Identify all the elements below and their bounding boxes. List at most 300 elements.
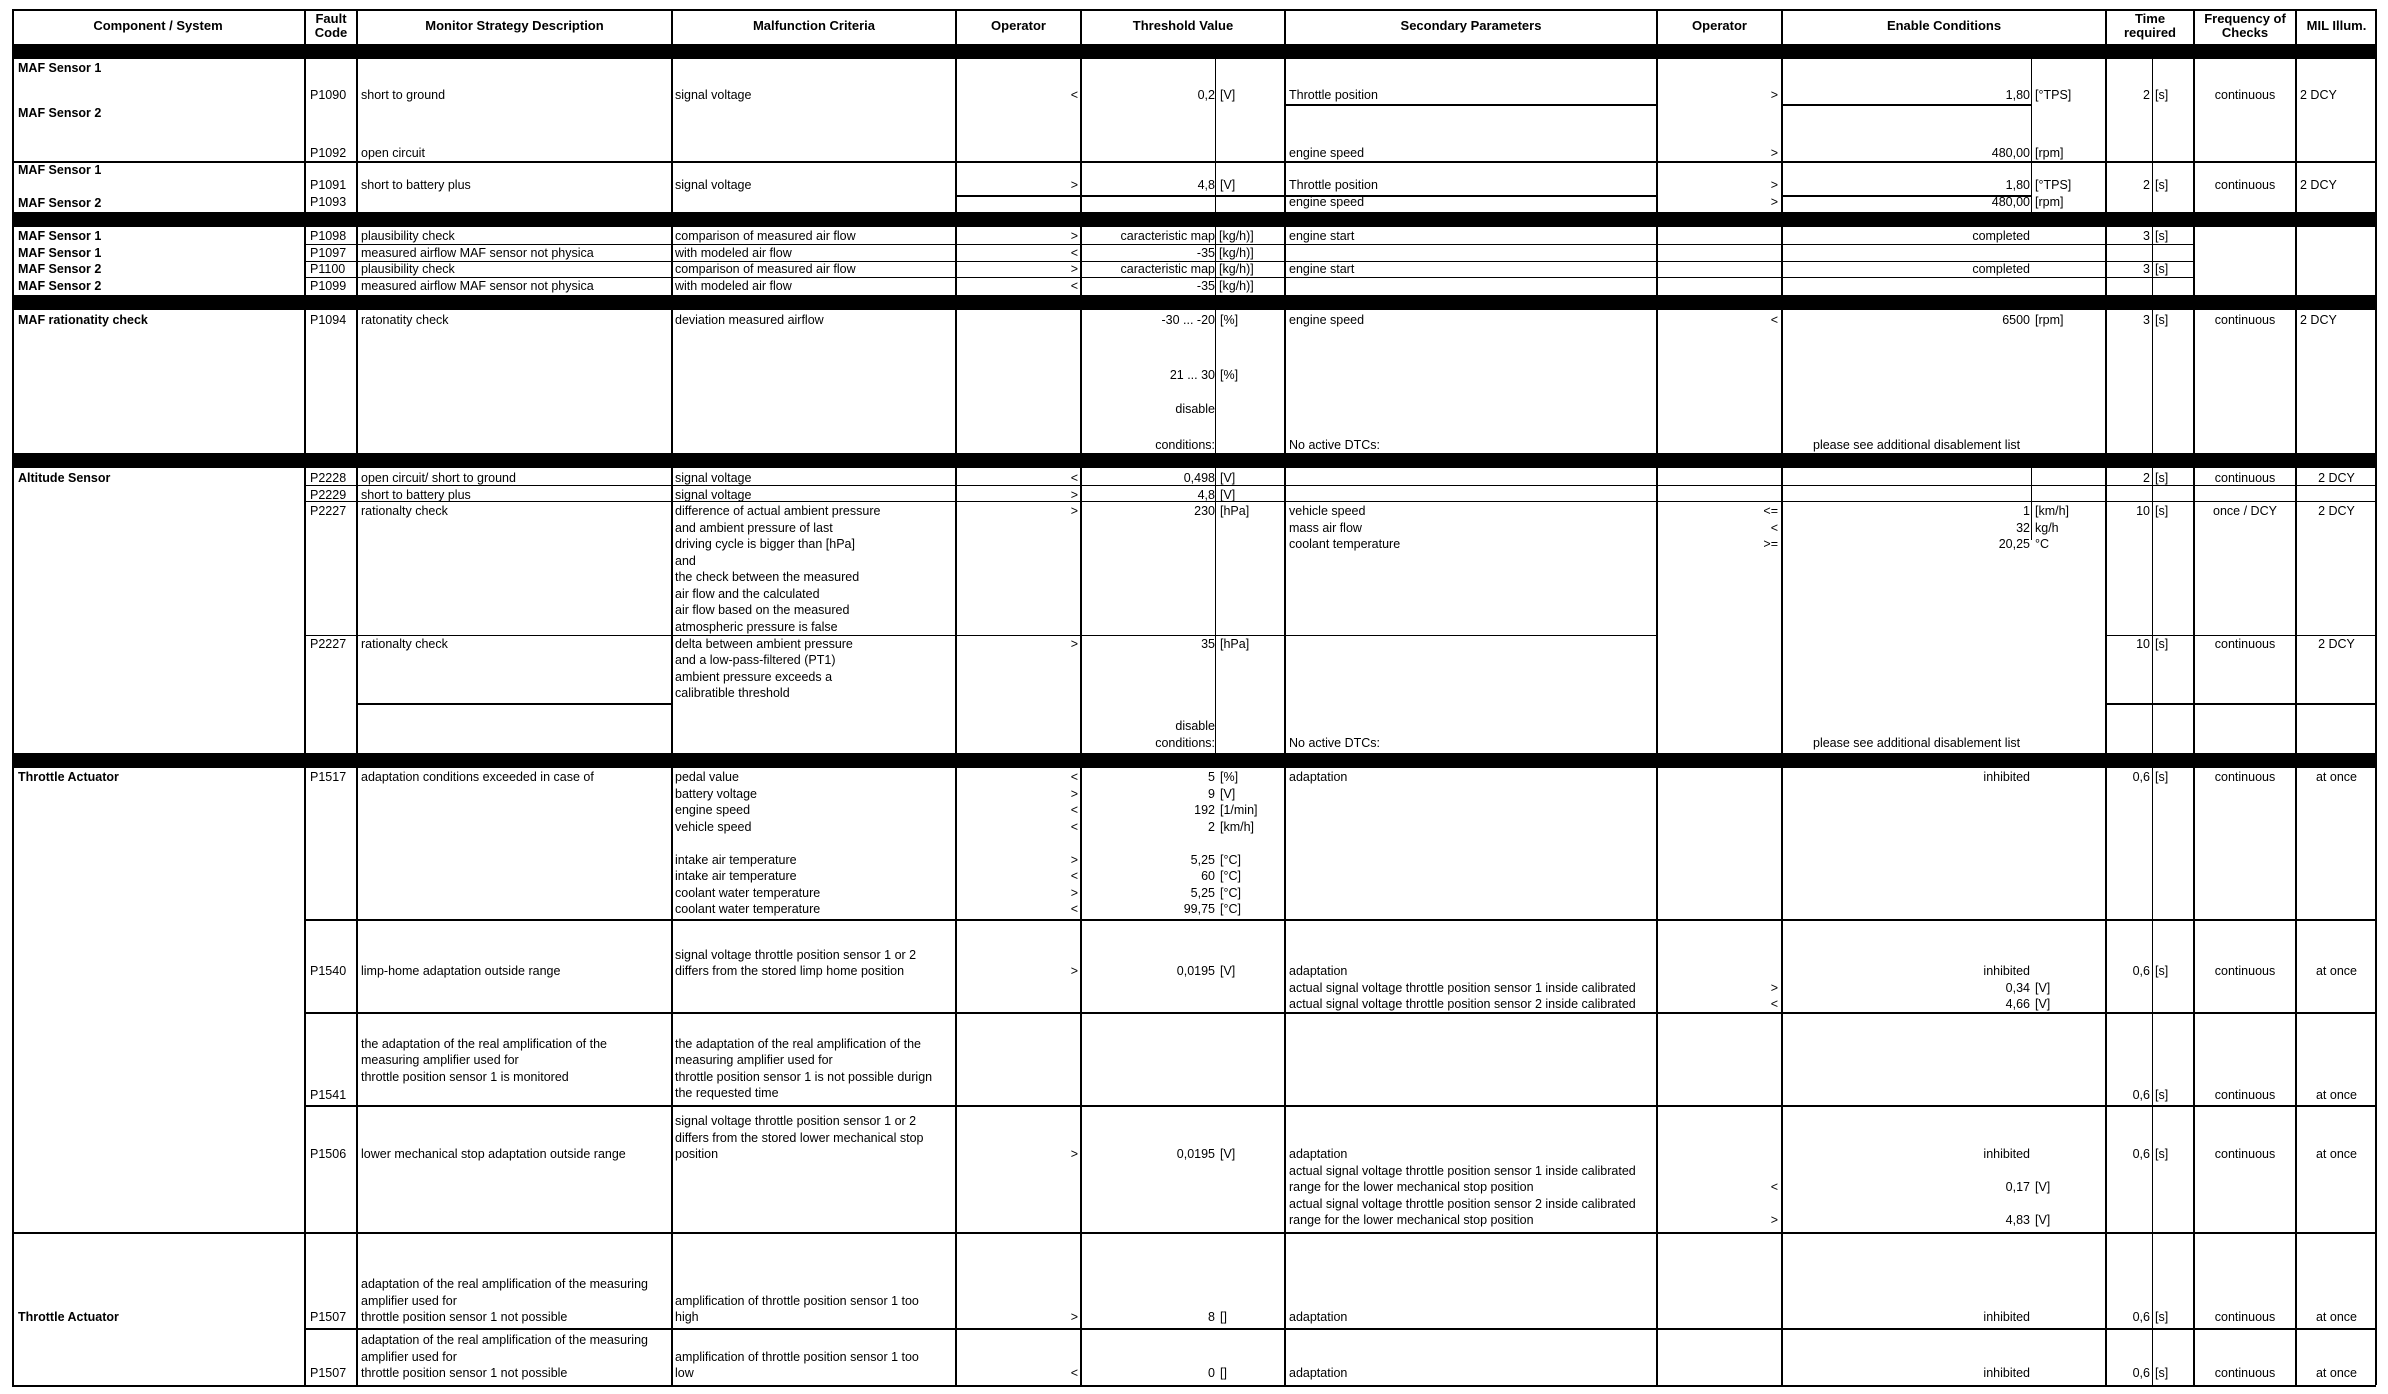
header-operator: Operator [991, 18, 1046, 33]
operator: > [1070, 885, 1078, 900]
threshold-value: 8 [1208, 1310, 1215, 1324]
secondary-parameter: range for the lower mechanical stop position [1289, 1180, 1534, 1194]
component-label: MAF Sensor 1 [18, 61, 102, 75]
threshold-unit: [°C] [1220, 902, 1241, 916]
threshold-unit: [hPa] [1220, 504, 1250, 518]
grid-line [955, 195, 1284, 197]
time-unit: [s] [2155, 504, 2169, 518]
threshold-value: 21 ... 30 [1169, 368, 1215, 382]
header-malfunction-criteria: Malfunction Criteria [752, 18, 876, 33]
monitor-strategy: ratonatity check [361, 313, 449, 327]
fault-code: P1506 [310, 1147, 347, 1161]
mil-illum: at once [2315, 1147, 2357, 1161]
operator: > [1070, 178, 1078, 192]
secondary-parameter: adaptation [1289, 964, 1348, 978]
fault-code: P1541 [310, 1088, 347, 1102]
time-value: 10 [2136, 504, 2150, 518]
mil-illum: at once [2315, 1366, 2357, 1380]
threshold-value: 4,8 [1197, 488, 1215, 502]
fault-code: P2229 [310, 488, 347, 502]
threshold-unit: [km/h] [1220, 819, 1255, 834]
operator: < [1070, 869, 1078, 883]
malfunction-criteria: differs from the stored limp home position [675, 964, 905, 978]
component-label: MAF Sensor 2 [18, 279, 102, 293]
monitor-strategy: lower mechanical stop adaptation outside range [361, 1147, 626, 1161]
malfunction-criteria: deviation measured airflow [675, 313, 824, 327]
operator-2: < [1770, 521, 1778, 535]
malfunction-criteria: high [675, 1310, 699, 1324]
time-unit: [s] [2155, 1147, 2169, 1161]
malfunction-criteria: differs from the stored lower mechanical stop [675, 1131, 924, 1145]
threshold-unit: [%] [1220, 313, 1239, 327]
operator-2: > [1770, 1213, 1778, 1227]
enable-unit: [°TPS] [2035, 88, 2072, 102]
malfunction-criteria: with modeled air flow [675, 246, 792, 260]
grid-line [1080, 9, 1082, 1385]
monitor-strategy: adaptation of the real amplification of the measuring [361, 1277, 648, 1291]
enable-value: 0,34 [2005, 980, 2030, 995]
malfunction-criteria: vehicle speed [675, 819, 752, 834]
threshold-value: 5,25 [1190, 885, 1215, 900]
operator: > [1070, 504, 1078, 518]
grid-line [2375, 9, 2377, 1385]
enable-unit: °C [2035, 537, 2050, 551]
header-secondary-parameters: Secondary Parameters [1400, 18, 1542, 33]
grid-line [955, 9, 957, 1385]
operator-2: > [1770, 88, 1778, 102]
time-unit: [s] [2155, 313, 2169, 327]
enable-unit: kg/h [2035, 521, 2059, 535]
operator: > [1070, 229, 1078, 243]
grid-line [2031, 59, 2032, 212]
malfunction-criteria: low [675, 1366, 694, 1380]
time-unit: [s] [2155, 262, 2169, 276]
fault-code: P1540 [310, 964, 347, 978]
header-fault-code: Fault Code [314, 11, 348, 40]
grid-line [1215, 59, 1216, 453]
monitor-strategy: plausibility check [361, 262, 455, 276]
enable-unit: [°TPS] [2035, 178, 2072, 192]
enable-unit: [rpm] [2035, 313, 2064, 327]
component-label: MAF Sensor 2 [18, 262, 102, 276]
malfunction-criteria: air flow and the calculated [675, 587, 820, 601]
malfunction-criteria: and [675, 554, 696, 568]
monitor-strategy: throttle position sensor 1 not possible [361, 1366, 568, 1380]
monitor-strategy: amplifier used for [361, 1350, 457, 1364]
operator: < [1070, 1366, 1078, 1380]
operator: > [1070, 786, 1078, 801]
malfunction-criteria: amplification of throttle position sensor 1 too [675, 1350, 919, 1364]
secondary-parameter: adaptation [1289, 1147, 1348, 1161]
frequency: continuous [2214, 178, 2276, 192]
mil-illum: 2 DCY [2300, 313, 2337, 327]
grid-line [12, 1232, 2376, 1234]
monitor-strategy: open circuit [361, 146, 425, 160]
grid-line [304, 9, 306, 1385]
enable-value: please see additional disablement list [1813, 736, 2021, 750]
threshold-value: -30 ... -20 [1161, 313, 1215, 327]
threshold-unit: [V] [1220, 178, 1236, 192]
mil-illum: 2 DCY [2318, 471, 2355, 485]
threshold-unit: [] [1220, 1310, 1227, 1324]
operator: < [1070, 471, 1078, 485]
secondary-parameter: No active DTCs: [1289, 736, 1380, 750]
threshold-value: -35 [1196, 279, 1215, 293]
operator-2: > [1770, 980, 1778, 995]
header-component: Component / System [93, 18, 223, 33]
threshold-unit: [hPa] [1220, 637, 1250, 651]
malfunction-criteria: engine speed [675, 803, 751, 817]
component-label: MAF Sensor 2 [18, 196, 102, 210]
operator-2: < [1770, 997, 1778, 1011]
fault-code: P1097 [310, 246, 347, 260]
enable-value: inhibited [1983, 964, 2030, 978]
time-value: 3 [2143, 313, 2150, 327]
mil-illum: 2 DCY [2318, 637, 2355, 651]
grid-line [2152, 310, 2153, 453]
malfunction-criteria: signal voltage throttle position sensor 1 or 2 [675, 948, 917, 962]
component-label: MAF Sensor 1 [18, 246, 102, 260]
operator-2: > [1770, 146, 1778, 160]
header-monitor-strategy: Monitor Strategy Description [425, 18, 604, 33]
grid-line [304, 1105, 2376, 1107]
grid-line [1781, 104, 2031, 106]
malfunction-criteria: coolant water temperature [675, 885, 821, 900]
threshold-unit: [kg/h)] [1219, 229, 1254, 243]
grid-line [2295, 9, 2297, 1385]
malfunction-criteria: throttle position sensor 1 is not possible durign [675, 1070, 933, 1084]
threshold-value: 0,0195 [1176, 964, 1215, 978]
fault-code: P1098 [310, 229, 347, 243]
threshold-unit: [V] [1220, 786, 1236, 801]
secondary-parameter: actual signal voltage throttle position sensor 2 inside calibrated [1289, 997, 1636, 1011]
malfunction-criteria: ambient pressure exceeds a [675, 670, 833, 684]
threshold-unit: [1/min] [1220, 803, 1258, 817]
fault-code: P1099 [310, 279, 347, 293]
threshold-value: 4,8 [1197, 178, 1215, 192]
enable-value: inhibited [1983, 1366, 2030, 1380]
malfunction-criteria: delta between ambient pressure [675, 637, 853, 651]
enable-value: completed [1972, 229, 2030, 243]
component-label: MAF Sensor 1 [18, 163, 102, 177]
monitor-strategy: plausibility check [361, 229, 455, 243]
grid-line [2105, 703, 2376, 705]
threshold-value: 35 [1201, 637, 1215, 651]
monitor-strategy: measured airflow MAF sensor not physica [361, 279, 594, 293]
monitor-strategy: the adaptation of the real amplification of the [361, 1037, 607, 1051]
malfunction-criteria: comparison of measured air flow [675, 262, 856, 276]
threshold-value: 0,498 [1183, 471, 1215, 485]
monitor-strategy: short to battery plus [361, 488, 471, 502]
malfunction-criteria: air flow based on the measured [675, 603, 850, 617]
time-value: 0,6 [2132, 1310, 2150, 1324]
secondary-parameter: No active DTCs: [1289, 438, 1380, 452]
component-label: Throttle Actuator [18, 770, 119, 784]
malfunction-criteria: the requested time [675, 1086, 779, 1100]
secondary-parameter: mass air flow [1289, 521, 1362, 535]
secondary-parameter: engine speed [1289, 146, 1365, 160]
header-enable-conditions: Enable Conditions [1886, 18, 2002, 33]
malfunction-criteria: the adaptation of the real amplification of the [675, 1037, 921, 1051]
threshold-value: 0 [1208, 1366, 1215, 1380]
fault-code: P1507 [310, 1310, 347, 1324]
monitor-strategy: short to ground [361, 88, 446, 102]
threshold-note: conditions: [1155, 438, 1215, 452]
operator: > [1070, 852, 1078, 867]
enable-unit: [rpm] [2035, 146, 2064, 160]
fault-code: P1093 [310, 195, 347, 209]
header-mil-illum: MIL Illum. [2306, 18, 2367, 33]
grid-line [304, 919, 2376, 921]
threshold-note: disable [1175, 402, 1215, 416]
component-label: MAF Sensor 2 [18, 106, 102, 120]
malfunction-criteria: intake air temperature [675, 852, 797, 867]
grid-line [2031, 468, 2032, 540]
monitor-strategy: throttle position sensor 1 is monitored [361, 1070, 569, 1084]
threshold-value: 99,75 [1183, 902, 1215, 916]
enable-value: inhibited [1983, 1310, 2030, 1324]
malfunction-criteria: signal voltage [675, 488, 752, 502]
fault-code: P1090 [310, 88, 347, 102]
mil-illum: at once [2315, 1310, 2357, 1324]
threshold-value: 5,25 [1190, 852, 1215, 867]
time-value: 3 [2143, 262, 2150, 276]
fault-code: P1517 [310, 770, 347, 784]
mil-illum: 2 DCY [2300, 178, 2337, 192]
grid-line [304, 1328, 2376, 1330]
malfunction-criteria: battery voltage [675, 786, 757, 801]
time-unit: [s] [2155, 229, 2169, 243]
header-operator-2: Operator [1692, 18, 1747, 33]
threshold-note: conditions: [1155, 736, 1215, 750]
operator-2: > [1770, 195, 1778, 209]
enable-unit: [V] [2035, 997, 2051, 1011]
monitor-strategy: adaptation conditions exceeded in case of [361, 770, 594, 784]
time-unit: [s] [2155, 471, 2169, 485]
mil-illum: at once [2315, 770, 2357, 784]
secondary-parameter: engine speed [1289, 195, 1365, 209]
grid-line [356, 9, 358, 1385]
grid-line [2105, 9, 2107, 1385]
grid-line [304, 485, 2376, 486]
component-label: Altitude Sensor [18, 471, 111, 485]
operator-2: < [1770, 1180, 1778, 1194]
grid-line [304, 501, 2376, 502]
threshold-value: -35 [1196, 246, 1215, 260]
enable-value: 4,66 [2005, 997, 2030, 1011]
grid-line [671, 9, 673, 1385]
threshold-unit: [%] [1220, 770, 1239, 784]
operator-2: < [1770, 313, 1778, 327]
grid-line [2152, 468, 2153, 753]
secondary-parameter: Throttle position [1289, 178, 1378, 192]
secondary-parameter: adaptation [1289, 1366, 1348, 1380]
enable-value: 480,00 [1991, 146, 2030, 160]
threshold-unit: [kg/h)] [1219, 246, 1254, 260]
operator: < [1070, 246, 1078, 260]
component-label: MAF rationatity check [18, 313, 148, 327]
frequency: continuous [2214, 1147, 2276, 1161]
time-unit: [s] [2155, 637, 2169, 651]
threshold-unit: [kg/h)] [1219, 279, 1254, 293]
malfunction-criteria: the check between the measured [675, 570, 860, 584]
grid-line [2152, 59, 2153, 212]
frequency: once / DCY [2213, 504, 2277, 518]
time-unit: [s] [2155, 964, 2169, 978]
grid-line [12, 1385, 2376, 1387]
malfunction-criteria: difference of actual ambient pressure [675, 504, 881, 518]
threshold-unit: [V] [1220, 88, 1236, 102]
malfunction-criteria: position [675, 1147, 719, 1161]
secondary-parameter: engine start [1289, 262, 1355, 276]
time-value: 2 [2143, 178, 2150, 192]
enable-unit: [rpm] [2035, 195, 2064, 209]
time-value: 0,6 [2132, 770, 2150, 784]
component-label: Throttle Actuator [18, 1310, 119, 1324]
malfunction-criteria: and ambient pressure of last [675, 521, 833, 535]
threshold-unit: [kg/h)] [1219, 262, 1254, 276]
time-unit: [s] [2155, 1310, 2169, 1324]
threshold-value: 60 [1201, 869, 1215, 883]
enable-unit: [km/h] [2035, 504, 2070, 518]
grid-line [1656, 9, 1658, 1385]
enable-value: 1 [2023, 504, 2030, 518]
secondary-parameter: actual signal voltage throttle position sensor 1 inside calibrated [1289, 1163, 1636, 1178]
secondary-parameter: engine speed [1289, 313, 1365, 327]
fault-code: P1091 [310, 178, 347, 192]
threshold-value: 9 [1208, 786, 1215, 801]
secondary-parameter: vehicle speed [1289, 504, 1366, 518]
monitor-strategy: limp-home adaptation outside range [361, 964, 561, 978]
time-unit: [s] [2155, 1366, 2169, 1380]
enable-value: inhibited [1983, 770, 2030, 784]
malfunction-criteria: signal voltage [675, 88, 752, 102]
operator: > [1070, 262, 1078, 276]
fault-code: P1092 [310, 146, 347, 160]
threshold-value: 5 [1208, 770, 1215, 784]
threshold-value: caracteristic map [1120, 229, 1215, 243]
secondary-parameter: adaptation [1289, 770, 1348, 784]
malfunction-criteria: and a low-pass-filtered (PT1) [675, 653, 836, 667]
secondary-parameter: actual signal voltage throttle position sensor 2 inside calibrated [1289, 1196, 1636, 1211]
threshold-value: caracteristic map [1120, 262, 1215, 276]
time-value: 0,6 [2132, 1147, 2150, 1161]
enable-value: 0,17 [2005, 1180, 2030, 1194]
enable-value: 1,80 [2005, 178, 2030, 192]
threshold-note: disable [1175, 719, 1215, 733]
threshold-unit: [V] [1220, 471, 1236, 485]
frequency: continuous [2214, 770, 2276, 784]
enable-value: inhibited [1983, 1147, 2030, 1161]
grid-line [2193, 9, 2195, 1385]
component-label: MAF Sensor 1 [18, 229, 102, 243]
enable-value: completed [1972, 262, 2030, 276]
grid-line [1781, 9, 1783, 1385]
operator: < [1070, 88, 1078, 102]
enable-value: 4,83 [2005, 1213, 2030, 1227]
time-unit: [s] [2155, 88, 2169, 102]
threshold-value: 230 [1194, 504, 1215, 518]
malfunction-criteria: calibratible threshold [675, 686, 790, 700]
time-value: 2 [2143, 88, 2150, 102]
threshold-unit: [°C] [1220, 852, 1241, 867]
enable-value: 480,00 [1991, 195, 2030, 209]
time-value: 10 [2136, 637, 2150, 651]
mil-illum: 2 DCY [2318, 504, 2355, 518]
secondary-parameter: engine start [1289, 229, 1355, 243]
secondary-parameter: coolant temperature [1289, 537, 1401, 551]
threshold-value: 0,2 [1197, 88, 1215, 102]
monitor-strategy: throttle position sensor 1 not possible [361, 1310, 568, 1324]
monitor-strategy: rationalty check [361, 637, 448, 651]
malfunction-criteria: signal voltage [675, 471, 752, 485]
threshold-value: 2 [1208, 819, 1215, 834]
frequency: continuous [2214, 964, 2276, 978]
malfunction-criteria: signal voltage [675, 178, 752, 192]
threshold-unit: [] [1220, 1366, 1227, 1380]
section-separator [12, 453, 2376, 468]
enable-value: 6500 [2002, 313, 2030, 327]
malfunction-criteria: coolant water temperature [675, 902, 821, 916]
grid-line [12, 9, 2376, 11]
fault-code: P2227 [310, 637, 347, 651]
time-value: 0,6 [2132, 1088, 2150, 1102]
monitor-strategy: short to battery plus [361, 178, 471, 192]
threshold-value: 0,0195 [1176, 1147, 1215, 1161]
operator: < [1070, 279, 1078, 293]
malfunction-criteria: measuring amplifier used for [675, 1053, 833, 1067]
operator-2: <= [1763, 504, 1778, 518]
operator: < [1070, 902, 1078, 916]
header-threshold-value: Threshold Value [1132, 18, 1234, 33]
grid-line [1284, 104, 1656, 106]
mil-illum: 2 DCY [2300, 88, 2337, 102]
section-separator [12, 753, 2376, 768]
grid-line [12, 9, 14, 1385]
operator: > [1070, 488, 1078, 502]
header-time-required: Time required [2123, 11, 2176, 40]
time-unit: [s] [2155, 178, 2169, 192]
time-value: 0,6 [2132, 1366, 2150, 1380]
monitor-strategy: open circuit/ short to ground [361, 471, 516, 485]
malfunction-criteria: with modeled air flow [675, 279, 792, 293]
grid-line [356, 703, 671, 705]
malfunction-criteria: pedal value [675, 770, 739, 784]
time-value: 0,6 [2132, 964, 2150, 978]
mil-illum: at once [2315, 964, 2357, 978]
grid-line [1284, 9, 1286, 1385]
threshold-unit: [°C] [1220, 885, 1241, 900]
operator: > [1070, 637, 1078, 651]
threshold-unit: [°C] [1220, 869, 1241, 883]
operator-2: > [1770, 178, 1778, 192]
threshold-unit: [V] [1220, 1147, 1236, 1161]
malfunction-criteria: comparison of measured air flow [675, 229, 856, 243]
frequency: continuous [2214, 1310, 2276, 1324]
monitor-strategy: measuring amplifier used for [361, 1053, 519, 1067]
fault-code: P1100 [310, 262, 346, 276]
frequency: continuous [2214, 637, 2276, 651]
time-unit: [s] [2155, 1088, 2169, 1102]
mil-illum: at once [2315, 1088, 2357, 1102]
section-separator [12, 44, 2376, 59]
frequency: continuous [2214, 471, 2276, 485]
enable-unit: [V] [2035, 1180, 2051, 1194]
section-separator [12, 212, 2376, 227]
fault-code: P2228 [310, 471, 347, 485]
frequency: continuous [2214, 88, 2276, 102]
fault-code: P1094 [310, 313, 347, 327]
